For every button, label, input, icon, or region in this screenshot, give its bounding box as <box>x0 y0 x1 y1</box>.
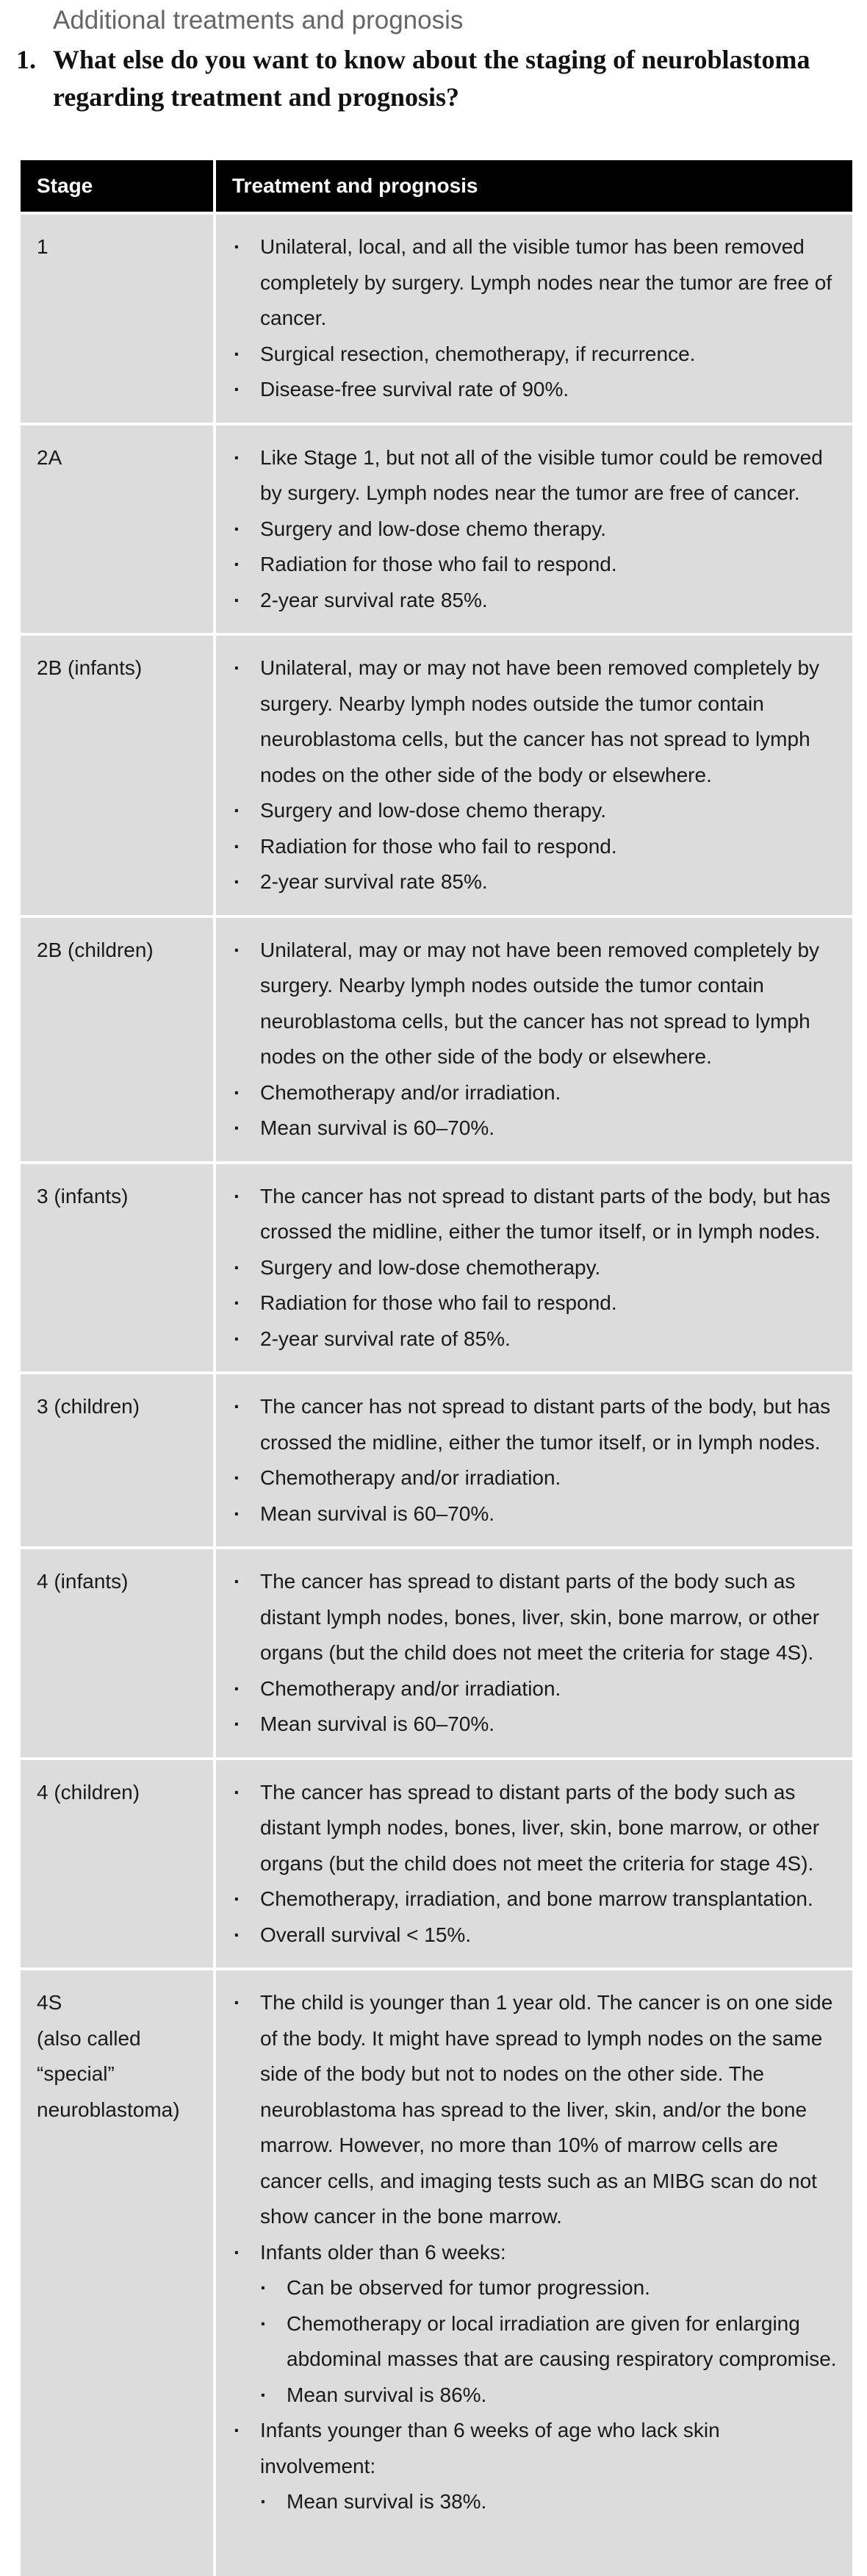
table-row <box>21 634 852 916</box>
list-item <box>234 829 838 865</box>
stage-cell: 3 (infants) <box>21 1163 215 1374</box>
treatment-list <box>234 650 838 900</box>
list-item-text: Unilateral, may or may not have been removed completely by surgery. Nearby lymph nodes outside the tumor contain neuroblastoma cells, but the cancer has not spread to lymph nodes on the other side of the body or elsewhere. <box>260 938 820 1068</box>
table-row <box>21 213 852 424</box>
list-item-text: The cancer has not spread to distant parts of the body, but has crossed the midline, either the tumor itself, or in lymph nodes. <box>260 1184 831 1243</box>
table-row <box>21 1969 852 2576</box>
header-treatment: Treatment and prognosis <box>215 160 852 213</box>
list-item <box>234 1917 838 1953</box>
list-item <box>234 793 838 829</box>
table-row <box>21 1759 852 1970</box>
list-item-text: The cancer has spread to distant parts of the body such as distant lymph nodes, bones, liver, skin, bone marrow, or other organs (but the child does not meet the criteria for stage 4S). <box>260 1570 820 1664</box>
treatment-list <box>234 1564 838 1743</box>
header-stage: Stage <box>21 160 215 213</box>
list-item <box>234 583 838 619</box>
table-body <box>21 213 852 2576</box>
list-item-text: Disease-free survival rate of 90%. <box>260 378 569 401</box>
list-item-text: Unilateral, local, and all the visible tumor has been removed completely by surgery. Lymph nodes near the tumor are free of cancer. <box>260 235 832 329</box>
question <box>16 41 846 116</box>
sub-list <box>260 2270 838 2413</box>
list-item-text: Surgery and low-dose chemo therapy. <box>260 517 607 540</box>
list-item-text: Mean survival is 60–70%. <box>260 1116 495 1139</box>
header-row <box>21 160 852 213</box>
list-item <box>234 933 838 1075</box>
list-item <box>234 1460 838 1496</box>
list-item-text: Infants younger than 6 weeks of age who lack skin involvement: <box>260 2419 720 2478</box>
section-heading: Additional treatments and prognosis <box>53 6 464 35</box>
stage-cell: 4S (also called “special” neuroblastoma) <box>21 1969 215 2576</box>
list-item-text: Overall survival < 15%. <box>260 1923 472 1946</box>
question-text: What else do you want to know about the staging of neuroblastoma regarding treatment and prognosis? <box>53 45 810 112</box>
stage-cell: 2B (children) <box>21 916 215 1163</box>
list-item-text: 2-year survival rate of 85%. <box>260 1327 511 1350</box>
table-row <box>21 1548 852 1759</box>
treatment-cell <box>215 424 852 635</box>
list-item <box>234 1285 838 1321</box>
list-item <box>234 1179 838 1250</box>
list-item-text: Radiation for those who fail to respond. <box>260 553 617 575</box>
table-row <box>21 1373 852 1548</box>
treatment-list <box>234 933 838 1147</box>
stage-cell: 2A <box>21 424 215 635</box>
stage-cell: 1 <box>21 213 215 424</box>
list-item-text: The cancer has not spread to distant parts of the body, but has crossed the midline, either the tumor itself, or in lymph nodes. <box>260 1395 831 1454</box>
list-item <box>234 1321 838 1357</box>
treatment-cell <box>215 634 852 916</box>
list-item <box>234 2413 838 2520</box>
treatment-list <box>234 1985 838 2520</box>
list-item <box>234 1075 838 1111</box>
list-item <box>234 650 838 793</box>
treatment-list <box>234 1775 838 1953</box>
list-item-text: Surgery and low-dose chemo therapy. <box>260 799 607 822</box>
list-item <box>234 440 838 512</box>
sub-list-item: · Can be observed for tumor progression. <box>260 2270 838 2306</box>
list-item-text: Infants older than 6 weeks: <box>260 2240 506 2264</box>
staging-table <box>21 160 852 2576</box>
treatment-list <box>234 229 838 408</box>
list-item-text: Radiation for those who fail to respond. <box>260 834 617 858</box>
list-item-text: Unilateral, may or may not have been removed completely by surgery. Nearby lymph nodes outside the tumor contain neuroblastoma cells, but the cancer has not spread to lymph nodes on the other side of the body or elsewhere. <box>260 656 820 786</box>
treatment-list <box>234 1389 838 1532</box>
question-number: 1. <box>16 45 36 74</box>
list-item <box>234 1111 838 1147</box>
treatment-cell <box>215 1163 852 1374</box>
table-row <box>21 916 852 1163</box>
list-item-text: Mean survival is 60–70%. <box>260 1502 495 1525</box>
sub-list <box>260 2484 838 2520</box>
list-item <box>234 1496 838 1532</box>
list-item <box>234 1671 838 1707</box>
list-item <box>234 512 838 548</box>
list-item-text: Chemotherapy and/or irradiation. <box>260 1080 561 1104</box>
treatment-cell <box>215 916 852 1163</box>
treatment-cell <box>215 1373 852 1548</box>
list-item <box>234 229 838 337</box>
list-item-text: Surgery and low-dose chemotherapy. <box>260 1255 601 1279</box>
sub-list-item: · Mean survival is 86%. <box>260 2378 838 2414</box>
table-row <box>21 424 852 635</box>
list-item-text: The cancer has spread to distant parts of the body such as distant lymph nodes, bones, liver, skin, bone marrow, or other organs (but the child does not meet the criteria for stage 4S). <box>260 1780 820 1875</box>
list-item-text: 2-year survival rate 85%. <box>260 588 488 611</box>
sub-list-item: · Mean survival is 38%. <box>260 2484 838 2520</box>
list-item <box>234 2235 838 2414</box>
list-item-text: 2-year survival rate 85%. <box>260 870 488 893</box>
list-item-text: Like Stage 1, but not all of the visible tumor could be removed by surgery. Lymph nodes near the tumor are free of cancer. <box>260 445 823 504</box>
list-item <box>234 1775 838 1882</box>
treatment-cell <box>215 213 852 424</box>
list-item-text: Radiation for those who fail to respond. <box>260 1291 617 1314</box>
list-item <box>234 1881 838 1917</box>
list-item-text: The child is younger than 1 year old. The cancer is on one side of the body. It might have spread to lymph nodes on the same side of the body but not to nodes on the other side. The neuroblastoma has spread to the liver, skin, and/or the bone marrow. However, no more than 10% of marrow cells are cancer cells, and imaging tests such as an MIBG scan do not show cancer in the bone marrow. <box>260 1991 833 2228</box>
stage-cell: 4 (infants) <box>21 1548 215 1759</box>
treatment-cell <box>215 1759 852 1970</box>
list-item <box>234 372 838 408</box>
list-item-text: Chemotherapy, irradiation, and bone marrow transplantation. <box>260 1887 813 1910</box>
treatment-cell <box>215 1969 852 2576</box>
list-item <box>234 1707 838 1743</box>
table-header <box>21 160 852 213</box>
treatment-list <box>234 1179 838 1357</box>
table-row <box>21 1163 852 1374</box>
sub-list-item: · Chemotherapy or local irradiation are given for enlarging abdominal masses that are causing respiratory compromise. <box>260 2306 838 2378</box>
stage-cell: 4 (children) <box>21 1759 215 1970</box>
list-item-text: Chemotherapy and/or irradiation. <box>260 1466 561 1489</box>
list-item <box>234 1985 838 2235</box>
treatment-list <box>234 440 838 619</box>
list-item-text: Mean survival is 60–70%. <box>260 1712 495 1735</box>
list-item-text: Surgical resection, chemotherapy, if recurrence. <box>260 342 696 365</box>
list-item <box>234 1389 838 1460</box>
list-item <box>234 1250 838 1286</box>
list-item <box>234 547 838 583</box>
list-item <box>234 1564 838 1671</box>
stage-cell: 3 (children) <box>21 1373 215 1548</box>
treatment-cell <box>215 1548 852 1759</box>
list-item-text: Chemotherapy and/or irradiation. <box>260 1676 561 1700</box>
stage-cell: 2B (infants) <box>21 634 215 916</box>
list-item <box>234 864 838 900</box>
list-item <box>234 337 838 373</box>
